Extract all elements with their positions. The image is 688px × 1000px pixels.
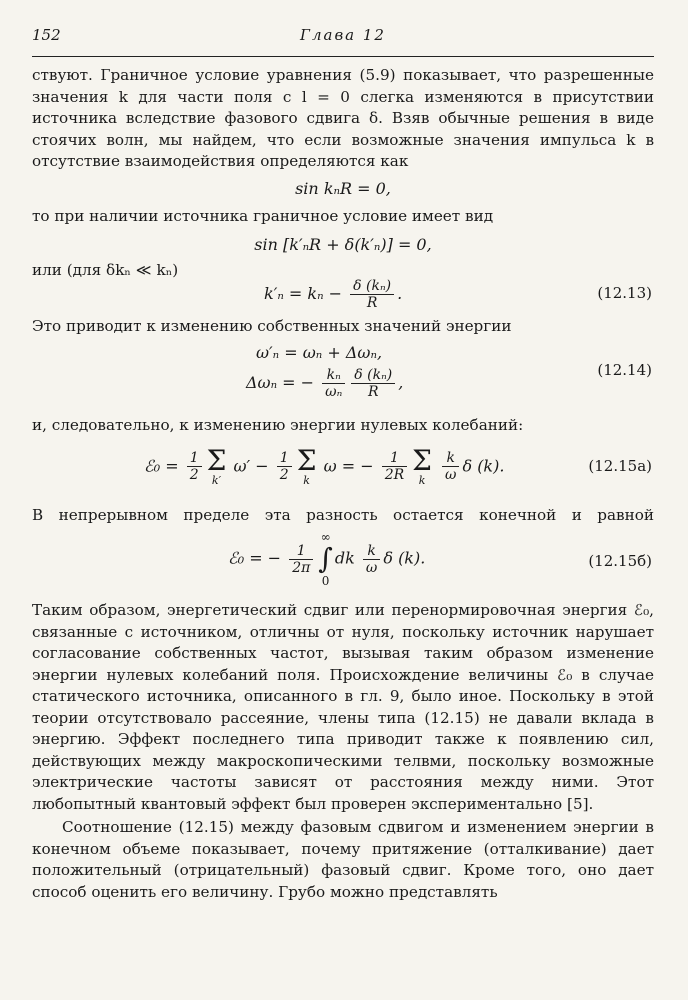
header-rule — [32, 56, 654, 57]
line-this: Это приводит к изменению собственных значений энергии — [32, 316, 512, 335]
fraction-one-over-2pi: $\frac{1}{2\pi}$ — [289, 543, 313, 576]
fraction-k-over-omega: $\frac{\text{kₙ}}{\text{ωₙ}}$ — [322, 367, 345, 400]
sum-symbol: Σ k — [412, 443, 432, 487]
line-continuous: В непрерывном пределе эта разность остается конечной и равной — [32, 505, 654, 524]
equation-number: (12.13) — [597, 283, 652, 302]
page-number: 152 — [32, 26, 61, 44]
fraction-one-over-2r: $\frac{1}{2R}$ — [382, 450, 407, 483]
fraction-k-over-omega: $\frac{k}{\omega}$ — [442, 450, 459, 483]
integral-symbol: ∞ ∫ 0 — [318, 530, 333, 588]
fraction-delta-over-r: $\frac{\text{δ (kₙ)}}{R}$ — [351, 367, 395, 400]
paragraph-3: Соотношение (12.15) между фазовым сдвигом и изменением энергии в конечном объеме показывает, почему притяжение (отталкивание) дает положительный (отрицательный) фазовый сдвиг. Кроме того, оно дает способ оценить его величину. Грубо можно представлять — [32, 818, 654, 901]
running-header — [32, 24, 654, 50]
page — [32, 24, 654, 903]
line-then: то при наличии источника граничное условие имеет вид — [32, 206, 494, 225]
paragraph-2: Таким образом, энергетический сдвиг или перенормировочная энергия ℰ₀, связанные с источником, отличны от нуля, поскольку источник нарушает согласование собственных частот, вызывая таким образом изменение энергии нулевых колебаний поля. Происхождение величины ℰ₀ в случае статического источника, описанного в гл. 9, было иное. Поскольку в этой теории отсутствовало рассеяние, члены типа (12.15) не давали вклада в энергию. Эффект последнего типа приводит также к появлению сил, действующих между макроскопическими телвми, поскольку возможные электрические частоты зависят от расстояния между ними. Этот любопытный квантовый эффект был проверен экспериментально [5]. — [32, 601, 654, 813]
sum-symbol: Σ k′ — [206, 443, 227, 487]
line-and: и, следовательно, к изменению энергии нулевых колебаний: — [32, 416, 524, 434]
equation-sin-kn-prime: sin [k′ₙR + δ(k′ₙ)] = 0, — [254, 235, 432, 254]
equation-12-15b: ℰ₀ = − $\frac{1}{2\pi}$ ∞ ∫ 0 dk $\frac{k}{\omega}$ δ (k). (12.15б) — [228, 530, 652, 588]
equation-12-15a: ℰ₀ = $\frac{1}{2}$ Σ k′ ω′ − $\frac{1}{2}$ Σ k ω = − $\frac{1}{2R}$ Σ k $\frac{k}{\omega}$ δ (k). (12.15a) — [144, 443, 652, 487]
line-or: или (для δkₙ ≪ kₙ) — [32, 261, 179, 279]
equation-12-14: ω′ₙ = ωₙ + Δωₙ, Δωₙ = − $\frac{\text{kₙ}}{\text{ωₙ}}$ $\frac{\text{δ (kₙ)}}{R}$ , (12.14) — [246, 343, 652, 400]
equation-number: (12.15б) — [588, 552, 652, 570]
fraction-k-over-omega: $\frac{k}{\omega}$ — [363, 543, 380, 576]
equation-12-13: k′ₙ = kₙ − $\frac{\text{δ (kₙ)}}{R}$ . (12.13) — [264, 277, 652, 311]
equation-sin-kn: sin kₙR = 0, — [295, 178, 391, 198]
fraction-delta-over-r: $\frac{\text{δ (kₙ)}}{R}$ — [350, 278, 394, 311]
equation-number: (12.14) — [597, 361, 652, 379]
fraction-half: $\frac{1}{2}$ — [277, 450, 292, 483]
chapter-title: Глава 12 — [300, 26, 386, 44]
paragraph-1: ствуют. Граничное условие уравнения (5.9) показывает, что разрешенные значения k для части поля с l = 0 слегка изменяются в присутствии источника вследствие фазового сдвига δ. Взяв обычные решения в виде стоячих волн, мы найдем, что если возможные значения импульса k в отсутствие взаимодействия определяются как — [32, 66, 654, 170]
sum-symbol: Σ k — [296, 443, 317, 487]
equation-number: (12.15a) — [588, 456, 652, 475]
fraction-half: $\frac{1}{2}$ — [187, 450, 202, 483]
